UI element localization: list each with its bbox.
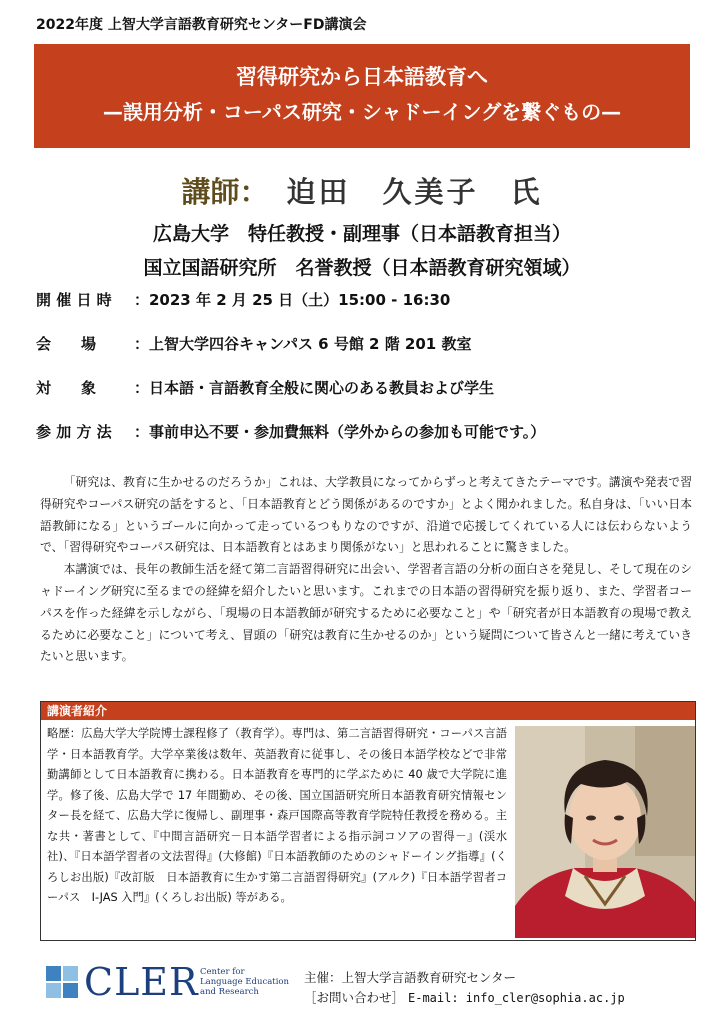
speaker-name: 迫田 久美子 氏 — [286, 175, 543, 209]
title-line-1: 習得研究から日本語教育へ — [236, 65, 488, 89]
info-row-venue — [36, 333, 471, 354]
title-banner — [34, 44, 690, 148]
speaker-affiliation-1: 広島大学 特任教授・副理事（日本語教育担当） — [152, 223, 571, 245]
speaker-colon: ： — [239, 175, 269, 209]
cler-logo-subtitle — [200, 967, 289, 997]
speaker-portrait — [515, 726, 695, 938]
logo-sub-line: and Research — [200, 987, 259, 997]
footer — [0, 960, 724, 1024]
description-paragraph-1: 「研究は、教育に生かせるのだろうか」これは、大学教員になってからずっと考えてきたテーマです。講演や発表で習得研究やコーパス研究の話をすると、「日本語教育とどう関係があるのですか」とよく聞かれました。私自身は、「いい日本語教師になる」というゴールに向かって走っているつもりなのですが、沿道で応援してくれている人には伝わらないようで、「習得研究やコーパス研究は、日本語教育とはあまり関係がない」と思われることに驚きました。 — [40, 475, 692, 555]
contact-email: E-mail: info_cler@sophia.ac.jp — [408, 991, 625, 1005]
profile-text: 略歴：広島大学大学院博士課程修了（教育学）。専門は、第二言語習得研究・コーパス言語学・日本語教育学。大学卒業後は数年、英語教育に従事し、その後日本語学校などで非常勤講師として日本語教育に携わる。日本語教育を専門的に学ぶために 40 歳で大学院に進学。修了後、広島大学で 17 年間勤め、その後、国立国語研究所日本語教育研究情報センター長を経て、広島大学に復帰し、副理事・森戸国際高等教育学院特任教授を務める。主な共・著書として、『中間言語研究－日本語学習者による指示詞コソアの習得－』(渓水社)、『日本語学習者の文法習得』(大修館)『日本語教師のためのシャドーイング指導』(くろしお出版)『改訂版 日本語教育に生かす第二言語習得研究』(アルク)『日本語学習者コーパス I-JAS 入門』(くろしお出版) 等がある。 — [47, 727, 507, 904]
info-value: ：日本語・言語教育全般に関心のある教員および学生 — [134, 379, 495, 397]
cler-logo-text: CLER — [84, 960, 199, 1004]
info-value: ：事前申込不要・参加費無料（学外からの参加も可能です。） — [134, 423, 546, 441]
speaker-role: 講師 — [181, 175, 240, 209]
speaker-portrait-graphic — [515, 726, 695, 938]
description-paragraph-2: 本講演では、長年の教師生活を経て第二言語習得研究に出会い、学習者言語の分析の面白さを発見し、そして現在のシャドーイング研究に至るまでの経緯を紹介したいと思います。これまでの日本語の習得研究を振り返り、また、学習者コーパスを作った経緯を示しながら、「現場の日本語教師が研究するために必要なこと」や「研究者が日本語教育の現場で教えるために必要なこと」について考え、冒頭の「研究は教育に生かせるのか」という疑問について皆さんと一緒に考えていきたいと思います。 — [40, 562, 692, 664]
info-value: ：上智大学四谷キャンパス 6 号館 2 階 201 教室 — [134, 335, 472, 353]
cler-logo-icon — [46, 966, 78, 998]
title-line-2: —誤用分析・コーパス研究・シャドーイングを繋ぐもの— — [102, 100, 622, 124]
profile-heading: 講演者紹介 — [41, 702, 695, 720]
contact-label: ［お問い合わせ］ — [304, 990, 405, 1005]
lecture-description — [40, 472, 692, 668]
info-label: 会 場 — [36, 335, 97, 353]
logo-sub-line: Language Education — [200, 977, 290, 987]
info-row-audience — [36, 377, 494, 398]
info-row-participation — [36, 421, 545, 442]
speaker-line — [0, 170, 724, 211]
info-label: 対 象 — [36, 379, 97, 397]
info-row-datetime — [36, 289, 450, 310]
speaker-affiliation-2: 国立国語研究所 名誉教授（日本語教育研究領域） — [143, 257, 581, 279]
host-organization: 主催：上智大学言語教育研究センター — [304, 970, 517, 985]
info-label: 参 加 方 法 — [36, 423, 112, 441]
info-value: ：2023 年 2 月 25 日（土）15:00 - 16:30 — [134, 291, 451, 309]
event-header-label: 2022年度 上智大学言語教育研究センターFD講演会 — [36, 17, 367, 33]
logo-sub-line: Center for — [200, 967, 245, 977]
info-label: 開 催 日 時 — [36, 291, 112, 309]
speaker-profile-box — [40, 701, 696, 941]
contact-line — [304, 988, 625, 1006]
